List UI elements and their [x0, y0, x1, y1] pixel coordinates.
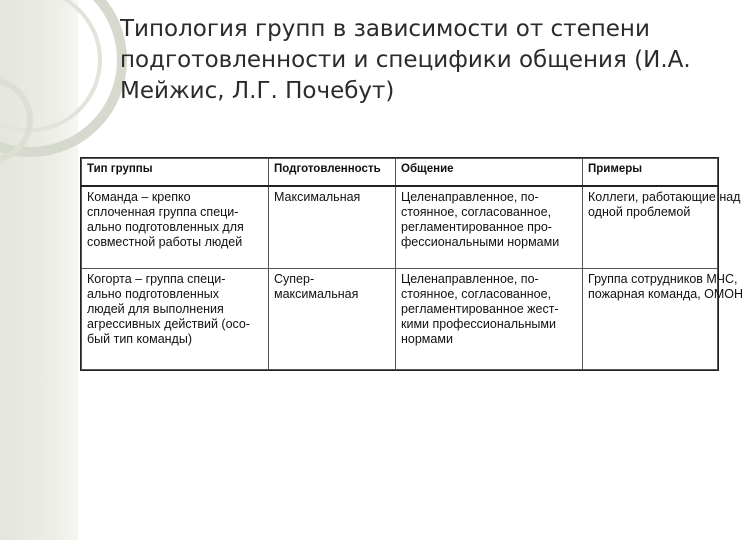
- cell-communication: [396, 269, 583, 370]
- cell-line: Когорта – группа специ-: [87, 272, 226, 287]
- cell-line: Максимальная: [274, 190, 361, 204]
- cell-examples: [583, 269, 743, 370]
- header-communication: Общение: [396, 159, 583, 187]
- cell-line: сплоченная группа специ-: [87, 205, 239, 219]
- cell-line: стоянное, согласованное,: [401, 205, 552, 219]
- header-group-type: Тип группы: [82, 159, 269, 187]
- cell-line: Целенаправленное, по-: [401, 272, 539, 287]
- cell-line: кими профессиональными: [401, 317, 556, 332]
- cell-line: агрессивных действий (осо-: [87, 317, 251, 332]
- cell-line: ально подготовленных: [87, 287, 219, 302]
- cell-line: максимальная: [274, 287, 359, 302]
- title-line: Типология групп в зависимости от степени: [120, 16, 650, 42]
- cell-line: фессиональными нормами: [401, 235, 560, 249]
- cell-examples: [583, 186, 741, 269]
- cell-line: Коллеги, работающие над: [588, 190, 741, 204]
- cell-communication: [396, 186, 583, 269]
- typology-table: [80, 157, 743, 371]
- cell-line: пожарная команда, ОМОН: [588, 287, 743, 302]
- cell-line: регламентированное про-: [401, 220, 552, 234]
- cell-line: бый тип команды): [87, 332, 192, 347]
- cell-line: одной проблемой: [588, 205, 691, 219]
- table: [81, 158, 743, 370]
- cell-line: Группа сотрудников МЧС,: [588, 272, 738, 287]
- cell-line: Команда – крепко: [87, 190, 191, 204]
- cell-group-type: [82, 269, 269, 370]
- table-row: [82, 269, 718, 370]
- slide-title: [120, 14, 710, 107]
- cell-readiness: [269, 186, 396, 269]
- cell-line: совместной работы людей: [87, 235, 243, 249]
- table-row: [82, 186, 718, 269]
- cell-line: Целенаправленное, по-: [401, 190, 539, 204]
- cell-line: стоянное, согласованное,: [401, 287, 552, 302]
- cell-line: регламентированное жест-: [401, 302, 559, 317]
- cell-group-type: [82, 186, 269, 269]
- header-examples: Примеры: [583, 159, 718, 187]
- decorative-circles: [0, 0, 130, 160]
- title-line: подготовленности и специфики общения (И.А.: [120, 47, 691, 73]
- cell-readiness: [269, 269, 396, 370]
- cell-line: людей для выполнения: [87, 302, 224, 317]
- cell-line: нормами: [401, 332, 453, 347]
- title-line: Мейжис, Л.Г. Почебут): [120, 78, 395, 104]
- cell-line: Супер-: [274, 272, 315, 287]
- header-readiness: Подготовленность: [269, 159, 396, 187]
- cell-line: ально подготовленных для: [87, 220, 244, 234]
- table-header-row: [82, 159, 718, 187]
